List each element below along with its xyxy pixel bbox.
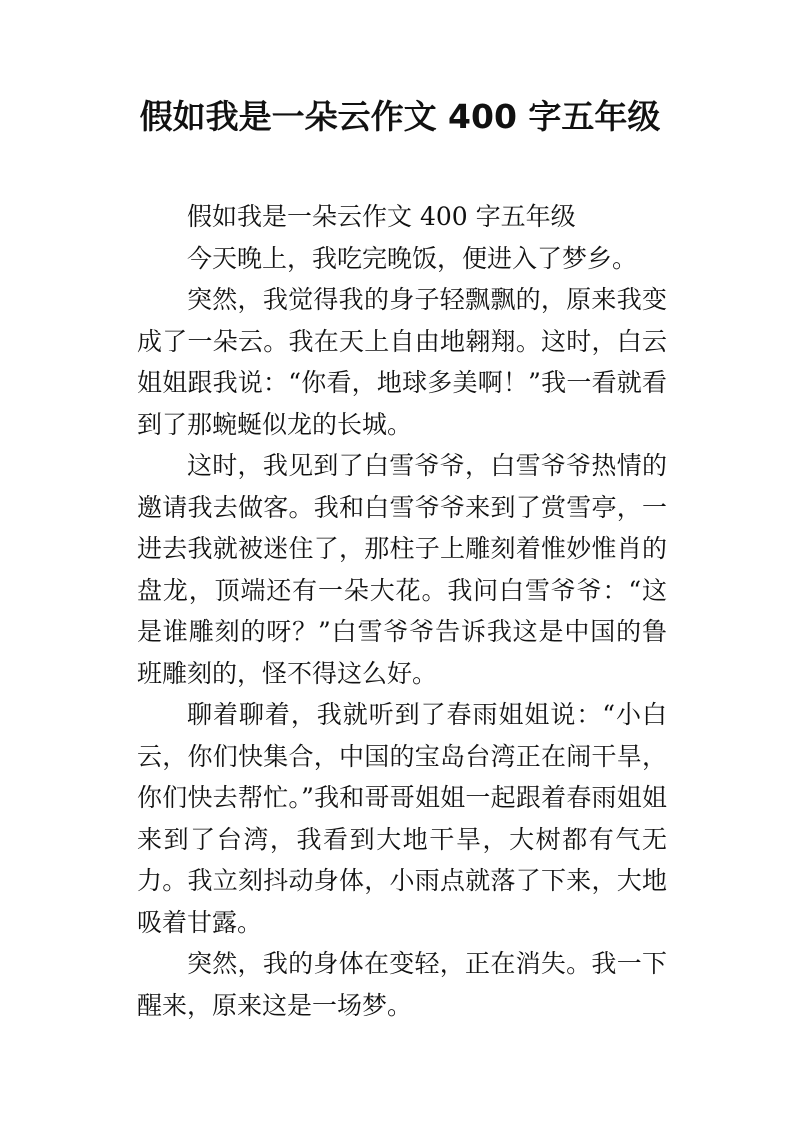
paragraph-dream-start: 今天晚上，我吃完晚饭，便进入了梦乡。 xyxy=(187,243,638,273)
paragraph-spring-rain: 聊着聊着，我就听到了春雨姐姐说：“小白云，你们快集合，中国的宝岛台湾正在闹干旱，你们快去帮忙。”我和哥哥姐姐一起跟着春雨姐姐来到了台湾，我看到大地干旱，大树都有气无力。我立刻抖动身体，小雨点就落了下来，大地吸着甘露。 xyxy=(137,700,667,937)
paragraph-heading-repeat: 假如我是一朵云作文 400 字五年级 xyxy=(187,202,576,231)
paragraph-snow-grandpa: 这时，我见到了白雪爷爷，白雪爷爷热情的邀请我去做客。我和白雪爷爷来到了赏雪亭，一进去我就被迷住了，那柱子上雕刻着惟妙惟肖的盘龙，顶端还有一朵大花。我问白雪爷爷：“这是谁雕刻的呀？”白雪爷爷告诉我这是中国的鲁班雕刻的，怪不得这么好。 xyxy=(137,451,667,688)
document-title: 假如我是一朵云作文 400 字五年级 xyxy=(139,97,661,136)
paragraph-wake-up: 突然，我的身体在变轻，正在消失。我一下醒来，原来这是一场梦。 xyxy=(137,949,667,1020)
paragraph-become-cloud: 突然，我觉得我的身子轻飘飘的，原来我变成了一朵云。我在天上自由地翱翔。这时，白云姐姐跟我说：“你看，地球多美啊！”我一看就看到了那蜿蜒似龙的长城。 xyxy=(137,285,667,439)
document-body xyxy=(137,196,667,1026)
